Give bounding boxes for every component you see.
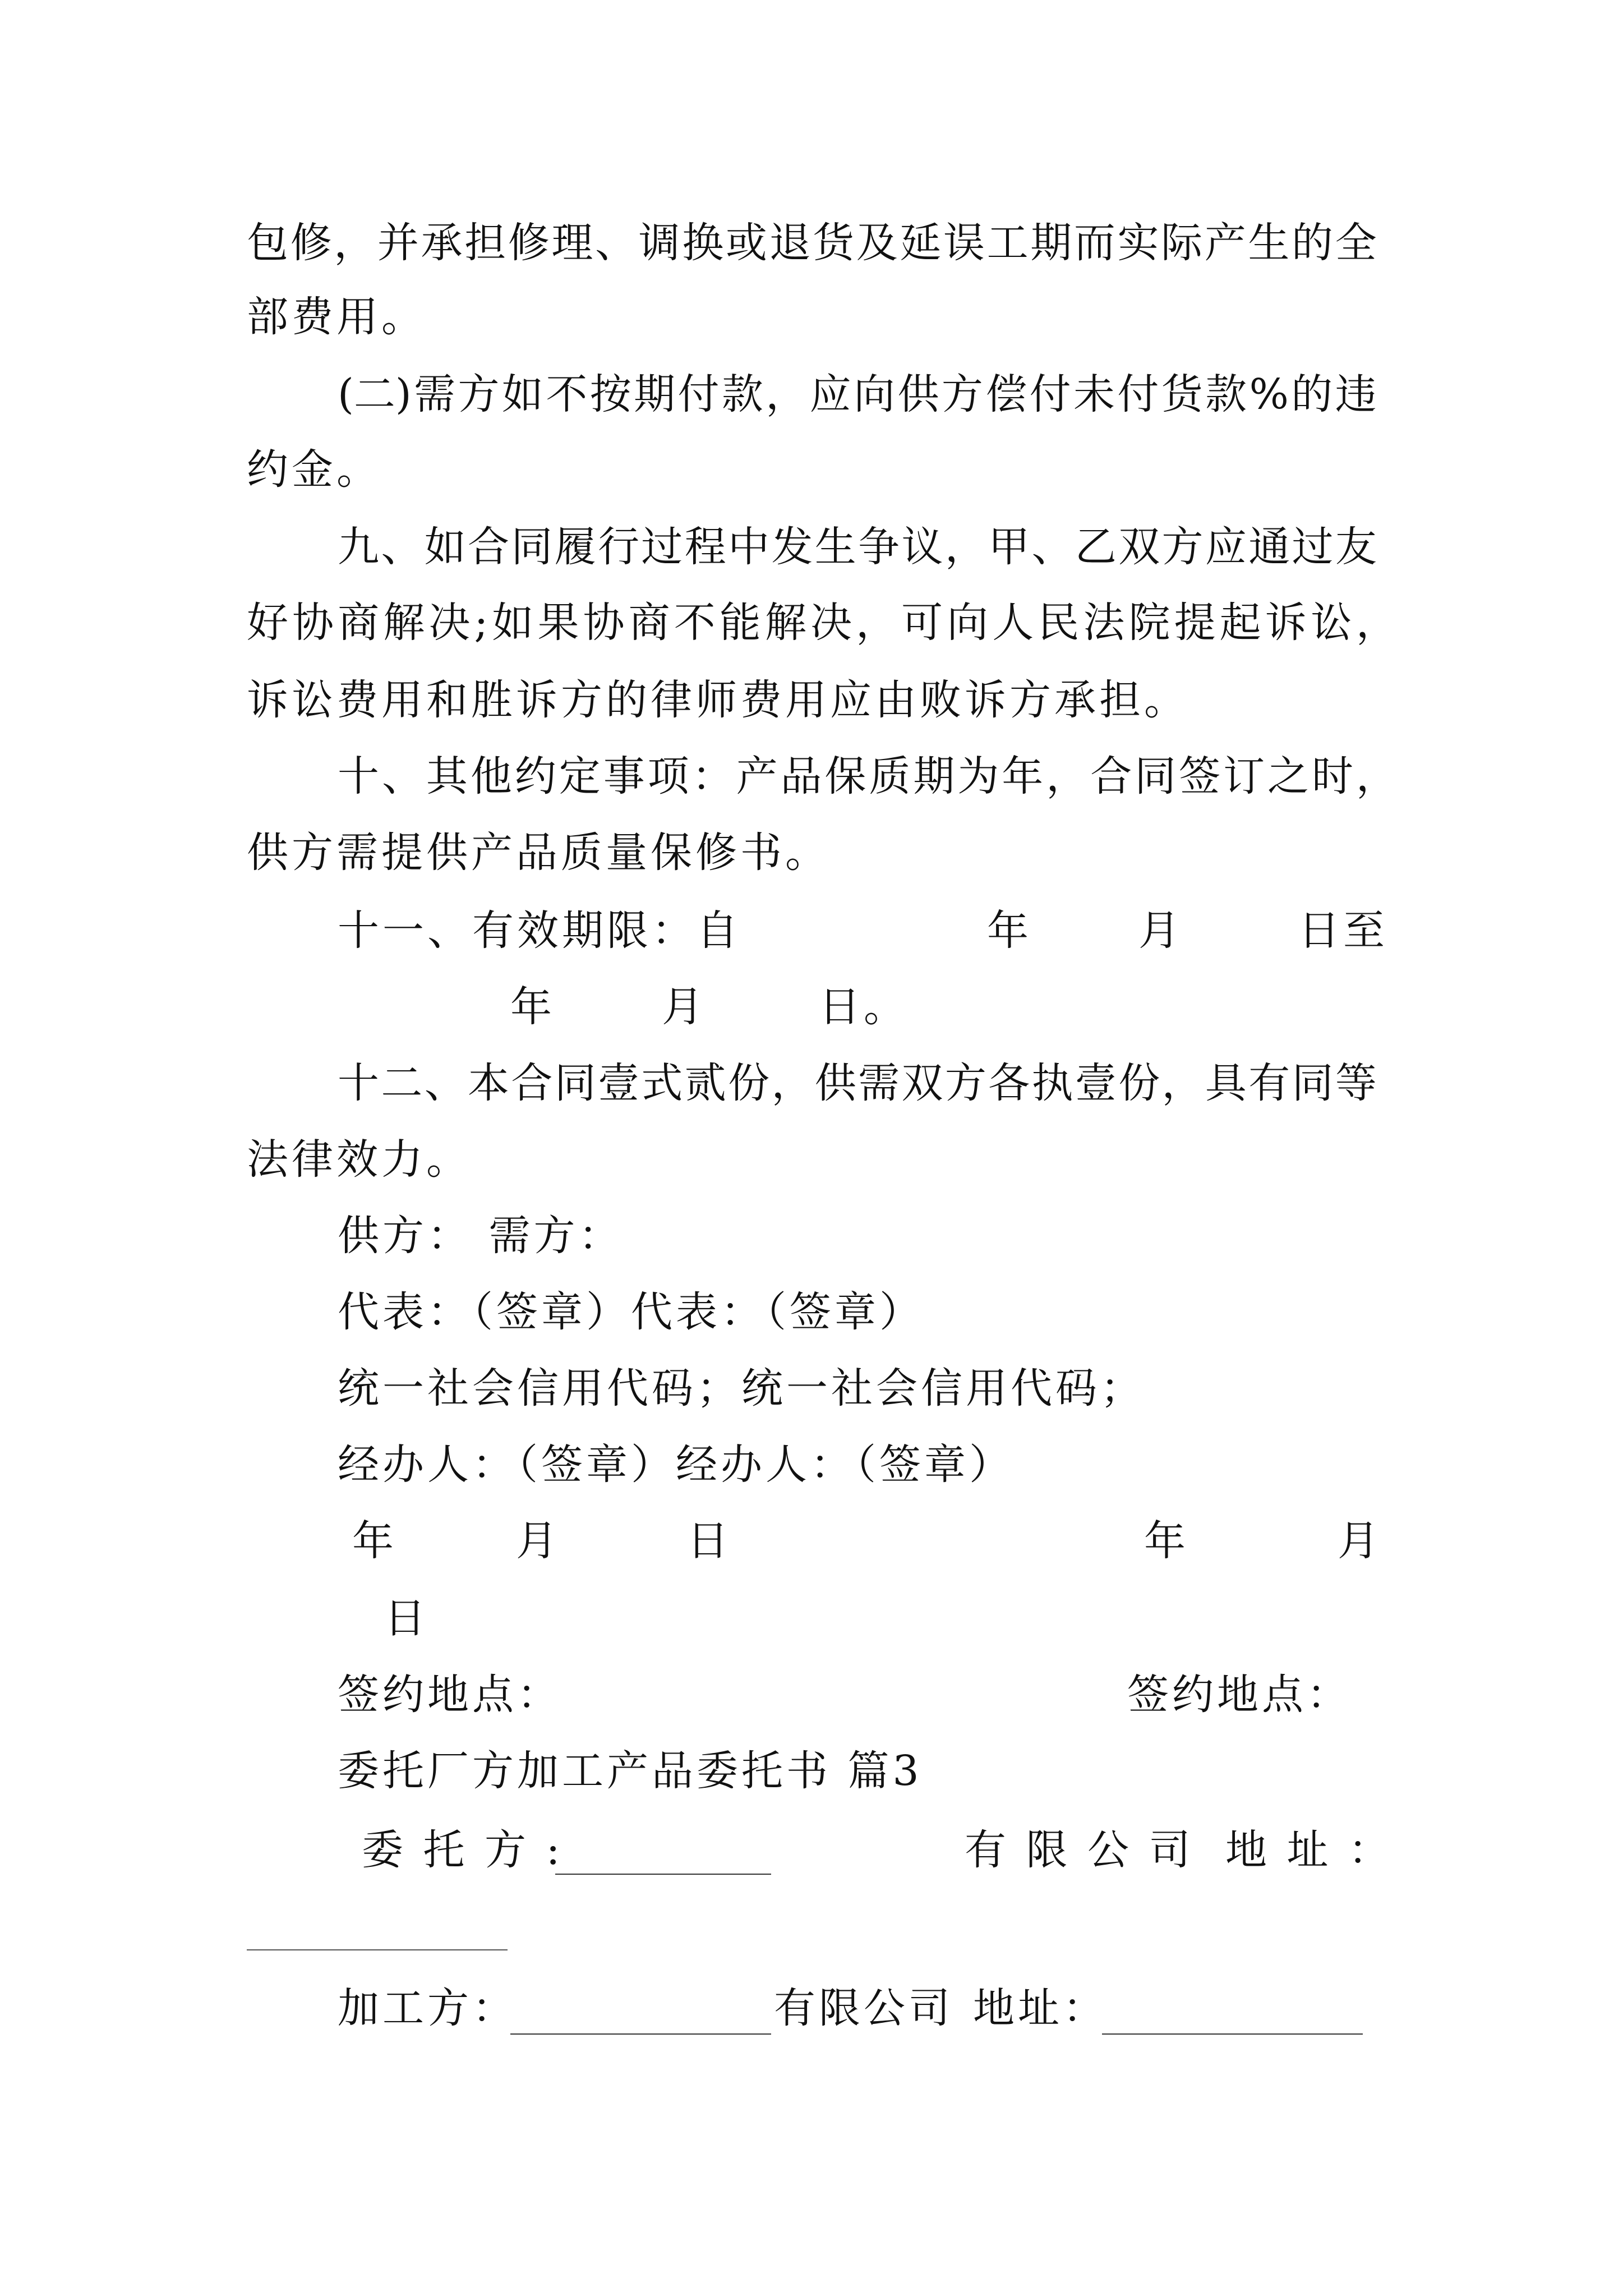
text-glyph: 、 <box>381 523 423 571</box>
text-glyph: 讼 <box>1310 599 1352 647</box>
text-glyph: 质 <box>869 752 911 800</box>
text-glyph: 并 <box>377 219 419 267</box>
text-glyph: 违 <box>1335 370 1377 418</box>
validity-end-day: 日。 <box>819 983 909 1031</box>
text-glyph: 理 <box>551 219 593 267</box>
text-glyph: 未 <box>1073 370 1115 418</box>
text-glyph: 货 <box>1161 370 1203 418</box>
text-glyph: 协 <box>292 599 334 647</box>
text-glyph: 付 <box>1117 370 1159 418</box>
text-glyph: 方 <box>458 370 500 418</box>
text-glyph: 他 <box>470 752 512 800</box>
text-glyph: 决 <box>810 599 852 647</box>
text-glyph: 期 <box>1030 219 1072 267</box>
validity-label: 十一、有效期限：自 <box>338 907 741 955</box>
text-glyph: 壹 <box>598 1059 640 1107</box>
text-glyph: 需 <box>414 370 456 418</box>
text-glyph: ， <box>1355 752 1398 800</box>
text-glyph: 约 <box>514 752 556 800</box>
validity-end-year: 年 <box>510 983 555 1031</box>
text-glyph: 履 <box>554 523 596 571</box>
text-glyph: 时 <box>1311 752 1353 800</box>
text-glyph: 订 <box>1223 752 1265 800</box>
validity-start-month: 月 <box>1138 907 1183 955</box>
text-glyph: 双 <box>901 1059 943 1107</box>
text-glyph: 诉 <box>1265 599 1307 647</box>
text-glyph: 乙 <box>1075 523 1117 571</box>
text-glyph: 误 <box>943 219 985 267</box>
paragraph-3-line-3: 诉讼费用和胜诉方的律师费用应由败诉方承担。 <box>247 676 1189 724</box>
text-glyph: 担 <box>464 219 506 267</box>
text-glyph: 具 <box>1205 1059 1247 1107</box>
text-glyph: 合 <box>468 523 510 571</box>
text-glyph: 产 <box>1204 219 1246 267</box>
text-glyph: 甲 <box>988 523 1030 571</box>
text-glyph: 款 <box>721 370 763 418</box>
text-glyph: 发 <box>771 523 813 571</box>
text-glyph: ; <box>474 599 488 647</box>
text-glyph: 程 <box>684 523 726 571</box>
text-glyph: 执 <box>1031 1059 1073 1107</box>
text-glyph: 修 <box>290 219 332 267</box>
text-glyph: ， <box>1161 1059 1204 1107</box>
text-glyph: 民 <box>1038 599 1080 647</box>
text-glyph: 过 <box>641 523 683 571</box>
text-glyph: 法 <box>1083 599 1125 647</box>
text-glyph: 、 <box>381 752 423 800</box>
date-b-month: 月 <box>1338 1517 1382 1565</box>
paragraph-2-line-2: 约金。 <box>247 445 381 494</box>
text-glyph: 解 <box>764 599 806 647</box>
text-glyph: 行 <box>598 523 640 571</box>
text-glyph: 产 <box>736 752 778 800</box>
text-glyph: 争 <box>858 523 900 571</box>
text-glyph: 向 <box>854 370 896 418</box>
validity-start-year: 年 <box>987 907 1032 955</box>
text-glyph: 而 <box>1073 219 1115 267</box>
text-glyph: 果 <box>537 599 579 647</box>
processing-company-suffix: 有限公司 <box>774 1984 953 2032</box>
text-glyph: 调 <box>638 219 680 267</box>
paragraph-2-line-1 <box>338 366 1377 422</box>
text-glyph: 本 <box>468 1059 510 1107</box>
text-glyph: 份 <box>728 1059 770 1107</box>
text-glyph: 之 <box>1267 752 1310 800</box>
text-glyph: 同 <box>554 1059 596 1107</box>
date-a-month: 月 <box>516 1517 561 1565</box>
text-glyph: 换 <box>682 219 724 267</box>
text-glyph: 壹 <box>1075 1059 1117 1107</box>
text-glyph: % <box>1249 370 1289 418</box>
text-glyph: 如 <box>424 523 466 571</box>
text-glyph: 供 <box>814 1059 856 1107</box>
text-glyph: 式 <box>641 1059 683 1107</box>
entrusting-company-suffix: 有 限 公 司 <box>965 1826 1194 1874</box>
text-glyph: 向 <box>947 599 989 647</box>
text-glyph: 份 <box>1118 1059 1160 1107</box>
handlers-line: 经办人：（签章）经办人：（签章） <box>338 1441 1014 1489</box>
text-glyph: 十 <box>338 1059 379 1107</box>
text-glyph: 同 <box>1292 1059 1334 1107</box>
validity-end-month: 月 <box>662 983 707 1031</box>
text-glyph: 供 <box>897 370 939 418</box>
text-glyph: 期 <box>913 752 955 800</box>
text-glyph: 有 <box>1248 1059 1290 1107</box>
text-glyph: 商 <box>628 599 670 647</box>
text-glyph: 各 <box>988 1059 1030 1107</box>
text-glyph: 或 <box>725 219 767 267</box>
date-a-year: 年 <box>352 1517 397 1565</box>
paragraph-4-line-1 <box>338 748 1398 804</box>
text-glyph: 应 <box>809 370 851 418</box>
text-glyph: 决 <box>428 599 471 647</box>
text-glyph: 保 <box>824 752 866 800</box>
text-glyph: 贰 <box>684 1059 726 1107</box>
text-glyph: 合 <box>511 1059 553 1107</box>
text-glyph: 方 <box>941 370 983 418</box>
text-glyph: 实 <box>1117 219 1159 267</box>
text-glyph: 修 <box>508 219 550 267</box>
text-glyph: 等 <box>1335 1059 1377 1107</box>
paragraph-1-line-1 <box>247 215 1377 271</box>
text-glyph: 过 <box>1292 523 1334 571</box>
text-glyph: 协 <box>583 599 625 647</box>
entrusting-address-label: 地 址 ： <box>1225 1826 1394 1874</box>
text-glyph: 同 <box>511 523 553 571</box>
text-glyph: 工 <box>986 219 1029 267</box>
text-glyph: 货 <box>813 219 855 267</box>
text-glyph: 通 <box>1248 523 1290 571</box>
text-glyph: ， <box>1355 599 1398 647</box>
processing-party-blank <box>510 1994 771 2035</box>
text-glyph: 生 <box>1248 219 1290 267</box>
text-glyph: 包 <box>247 219 288 267</box>
text-glyph: 十 <box>338 752 379 800</box>
text-glyph: 双 <box>1118 523 1160 571</box>
text-glyph: 年 <box>1002 752 1044 800</box>
text-glyph: 定 <box>559 752 601 800</box>
paragraph-1-line-2: 部费用。 <box>247 293 426 341</box>
text-glyph: ， <box>1046 752 1088 800</box>
text-glyph: ： <box>691 752 734 800</box>
representatives-line: 代表：（签章）代表：（签章） <box>338 1288 924 1336</box>
date-b-day: 日 <box>384 1594 429 1642</box>
text-glyph: 如 <box>501 370 543 418</box>
text-glyph: 二 <box>381 1059 423 1107</box>
text-glyph: 承 <box>421 219 463 267</box>
text-glyph: ， <box>334 219 376 267</box>
text-glyph: 延 <box>900 219 942 267</box>
paragraph-3-line-2 <box>247 595 1398 651</box>
paragraph-3-line-1 <box>338 519 1377 575</box>
text-glyph: 院 <box>1128 599 1170 647</box>
entrusting-party-label: 委 托 方 : <box>362 1826 564 1874</box>
text-glyph: 为 <box>957 752 999 800</box>
processing-address-label: 地址： <box>973 1984 1108 2032</box>
text-glyph: ， <box>944 523 986 571</box>
text-glyph: 的 <box>1292 219 1333 267</box>
date-a-day: 日 <box>687 1517 732 1565</box>
entrusting-address-blank <box>247 1949 508 1950</box>
text-glyph: 退 <box>769 219 811 267</box>
text-glyph: 付 <box>1029 370 1071 418</box>
text-glyph: (二) <box>338 370 412 418</box>
paragraph-6-line-2: 法律效力。 <box>247 1135 471 1184</box>
paragraph-6-line-1 <box>338 1055 1377 1111</box>
text-glyph: 商 <box>338 599 380 647</box>
signing-place-b: 签约地点： <box>1127 1671 1352 1719</box>
text-glyph: 方 <box>1161 523 1204 571</box>
entrusting-party-blank <box>555 1834 771 1875</box>
parties-line: 供方： 需方： <box>338 1212 624 1260</box>
text-glyph: 九 <box>338 523 379 571</box>
text-glyph: 好 <box>247 599 288 647</box>
text-glyph: 、 <box>424 1059 466 1107</box>
text-glyph: 不 <box>546 370 588 418</box>
text-glyph: 友 <box>1335 523 1377 571</box>
text-glyph: 方 <box>944 1059 986 1107</box>
text-glyph: 项 <box>647 752 689 800</box>
text-glyph: 期 <box>634 370 676 418</box>
text-glyph: ， <box>766 370 808 418</box>
text-glyph: 品 <box>780 752 822 800</box>
text-glyph: ， <box>771 1059 813 1107</box>
text-glyph: 、 <box>595 219 637 267</box>
text-glyph: 中 <box>728 523 770 571</box>
text-glyph: 不 <box>674 599 716 647</box>
text-glyph: 生 <box>814 523 856 571</box>
validity-start-day: 日至 <box>1298 907 1388 955</box>
text-glyph: 如 <box>492 599 534 647</box>
text-glyph: 解 <box>383 599 425 647</box>
text-glyph: 其 <box>426 752 468 800</box>
text-glyph: 款 <box>1205 370 1247 418</box>
date-b-year: 年 <box>1144 1517 1189 1565</box>
text-glyph: 按 <box>589 370 631 418</box>
text-glyph: 能 <box>719 599 761 647</box>
text-glyph: 议 <box>901 523 943 571</box>
processing-address-blank <box>1102 1994 1363 2035</box>
section-3-title: 委托厂方加工产品委托书 篇3 <box>338 1747 923 1795</box>
text-glyph: 合 <box>1090 752 1132 800</box>
paragraph-4-line-2: 供方需提供产品质量保修书。 <box>247 829 830 877</box>
text-glyph: 、 <box>1031 523 1073 571</box>
signing-place-a: 签约地点： <box>338 1671 562 1719</box>
text-glyph: 提 <box>1174 599 1216 647</box>
credit-codes-line: 统一社会信用代码；统一社会信用代码； <box>338 1364 1145 1412</box>
text-glyph: 付 <box>677 370 720 418</box>
text-glyph: 人 <box>992 599 1034 647</box>
text-glyph: ， <box>856 599 898 647</box>
text-glyph: 应 <box>1205 523 1247 571</box>
text-glyph: 同 <box>1135 752 1177 800</box>
text-glyph: 可 <box>901 599 943 647</box>
text-glyph: 全 <box>1335 219 1377 267</box>
text-glyph: 事 <box>603 752 645 800</box>
text-glyph: 偿 <box>985 370 1027 418</box>
text-glyph: 及 <box>856 219 898 267</box>
text-glyph: 需 <box>858 1059 900 1107</box>
text-glyph: 际 <box>1161 219 1203 267</box>
text-glyph: 的 <box>1291 370 1333 418</box>
processing-party-label: 加工方： <box>338 1984 517 2032</box>
text-glyph: 起 <box>1219 599 1261 647</box>
text-glyph: 签 <box>1179 752 1221 800</box>
